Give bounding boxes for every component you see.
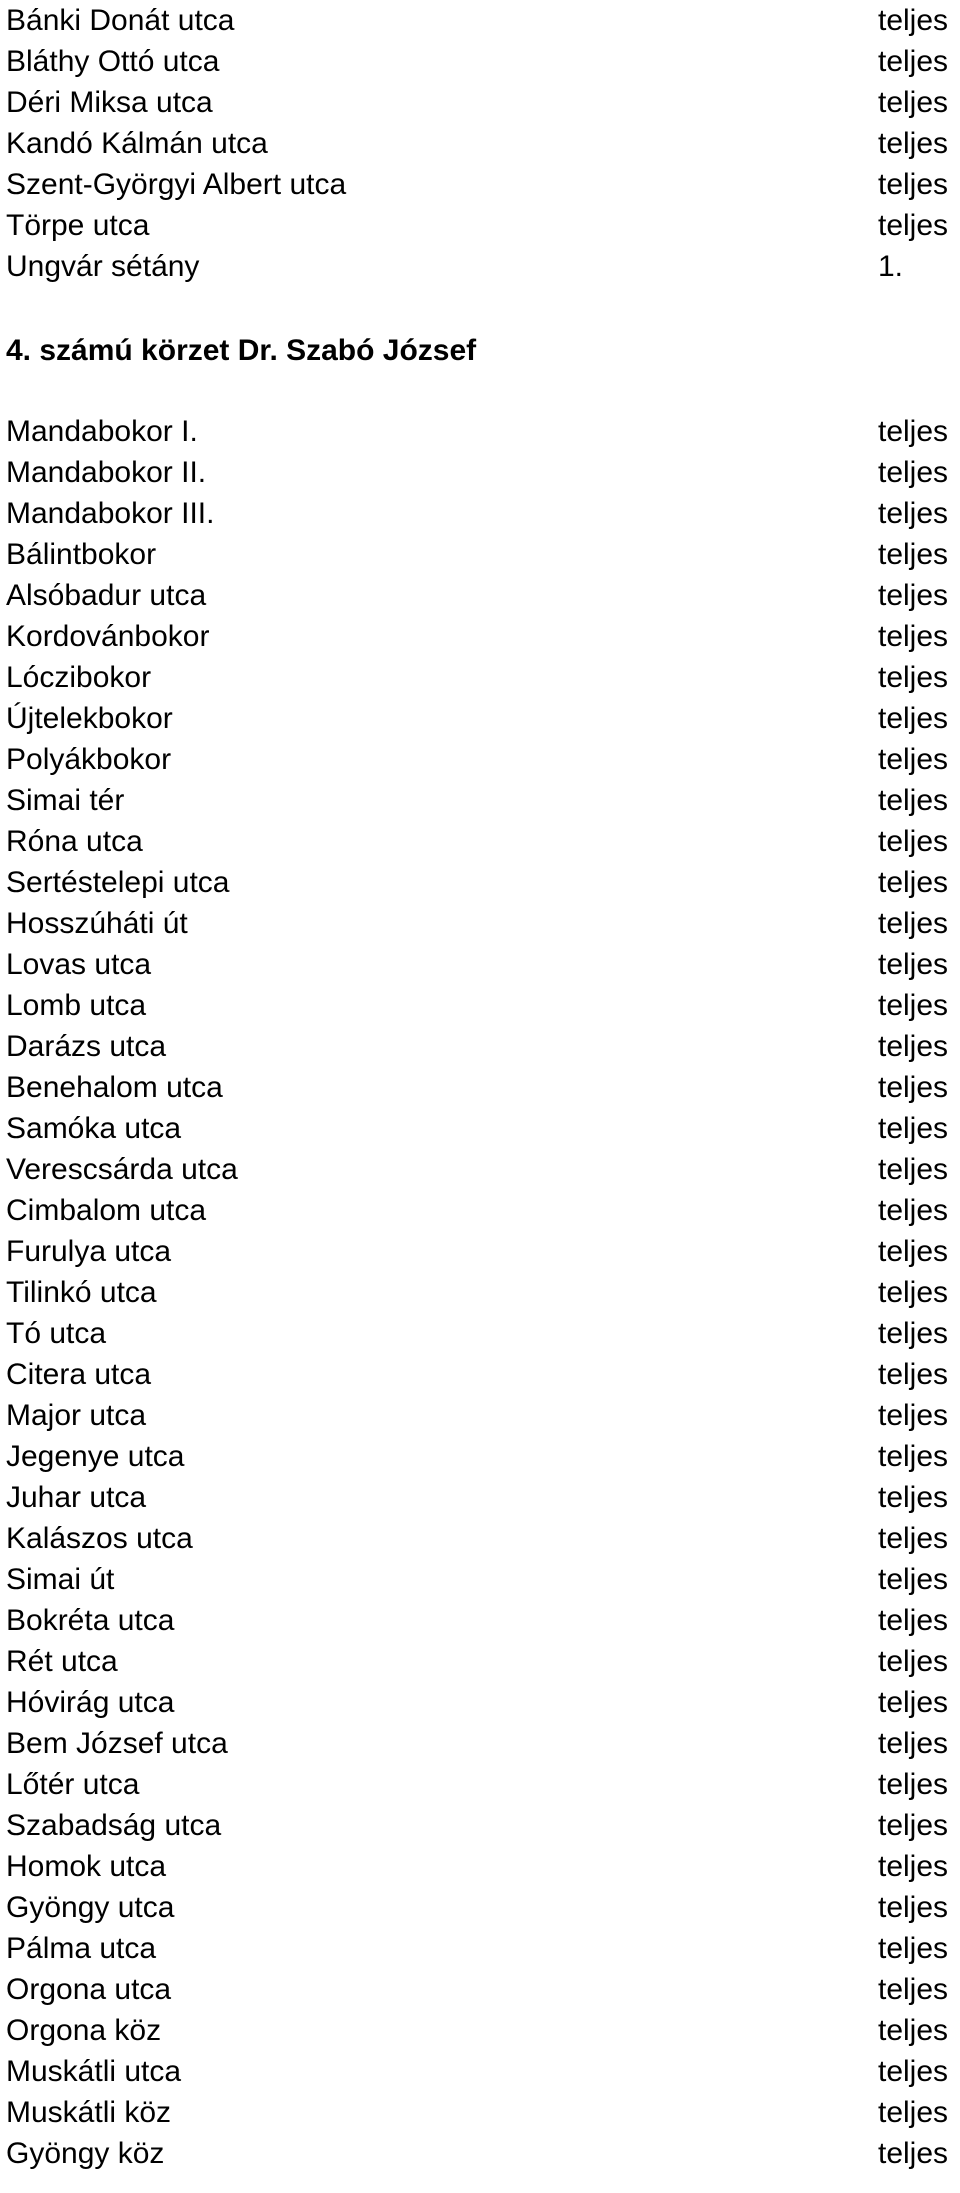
street-coverage: teljes (878, 702, 949, 735)
street-row (6, 1764, 954, 1805)
street-row (6, 1887, 954, 1928)
street-name: Pálma utca (6, 1932, 157, 1965)
street-name: Polyákbokor (6, 743, 172, 776)
street-name: Újtelekbokor (6, 702, 173, 735)
street-coverage: teljes (878, 1727, 949, 1760)
street-name: Bánki Donát utca (6, 4, 235, 37)
street-coverage: teljes (878, 538, 949, 571)
street-name: Bokréta utca (6, 1604, 175, 1637)
street-row (6, 2051, 954, 2092)
street-name: Róna utca (6, 825, 143, 858)
street-row (6, 493, 954, 534)
street-coverage: teljes (878, 4, 949, 37)
street-row (6, 1067, 954, 1108)
street-row (6, 534, 954, 575)
street-coverage: teljes (878, 661, 949, 694)
street-name: Sertéstelepi utca (6, 866, 230, 899)
street-row (6, 1559, 954, 1600)
street-coverage: teljes (878, 497, 949, 530)
street-coverage: teljes (878, 1235, 949, 1268)
street-name: Major utca (6, 1399, 147, 1432)
street-row (6, 1231, 954, 1272)
street-coverage: teljes (878, 1891, 949, 1924)
street-row (6, 575, 954, 616)
street-name: Tilinkó utca (6, 1276, 157, 1309)
street-row (6, 739, 954, 780)
street-coverage: teljes (878, 1686, 949, 1719)
street-row (6, 821, 954, 862)
street-coverage: teljes (878, 1071, 949, 1104)
street-row (6, 1682, 954, 1723)
street-coverage: teljes (878, 1809, 949, 1842)
street-coverage: teljes (878, 1850, 949, 1883)
street-coverage: teljes (878, 1112, 949, 1145)
street-row (6, 780, 954, 821)
street-name: Muskátli utca (6, 2055, 182, 2088)
street-name: Hóvirág utca (6, 1686, 175, 1719)
street-name: Alsóbadur utca (6, 579, 207, 612)
street-row (6, 903, 954, 944)
street-name: Orgona köz (6, 2014, 162, 2047)
street-name: Szent-Györgyi Albert utca (6, 168, 347, 201)
street-coverage: teljes (878, 1276, 949, 1309)
street-name: Mandabokor II. (6, 456, 207, 489)
street-name: Cimbalom utca (6, 1194, 207, 1227)
street-row (6, 698, 954, 739)
street-coverage: teljes (878, 743, 949, 776)
street-row (6, 985, 954, 1026)
street-row (6, 452, 954, 493)
street-row (6, 1026, 954, 1067)
street-name: Kordovánbokor (6, 620, 210, 653)
street-row (6, 1477, 954, 1518)
street-name: Juhar utca (6, 1481, 147, 1514)
district-heading: 4. számú körzet Dr. Szabó József (6, 334, 477, 367)
street-name: Simai tér (6, 784, 125, 817)
street-row (6, 1354, 954, 1395)
street-name: Bem József utca (6, 1727, 228, 1760)
street-coverage: teljes (878, 1030, 949, 1063)
street-row (6, 1518, 954, 1559)
street-coverage: teljes (878, 620, 949, 653)
street-list-section-b (6, 411, 954, 2174)
street-name: Samóka utca (6, 1112, 182, 1145)
street-name: Lovas utca (6, 948, 152, 981)
street-row (6, 123, 954, 164)
street-name: Gyöngy utca (6, 1891, 175, 1924)
street-coverage: teljes (878, 1194, 949, 1227)
street-row (6, 1436, 954, 1477)
street-name: Gyöngy köz (6, 2137, 165, 2170)
street-row (6, 411, 954, 452)
street-row (6, 1928, 954, 1969)
street-coverage: teljes (878, 1973, 949, 2006)
street-name: Jegenye utca (6, 1440, 185, 1473)
street-row (6, 1723, 954, 1764)
street-row (6, 1313, 954, 1354)
street-name: Lóczibokor (6, 661, 152, 694)
street-row (6, 1108, 954, 1149)
street-name: Kalászos utca (6, 1522, 193, 1555)
street-coverage: teljes (878, 825, 949, 858)
street-coverage: teljes (878, 86, 949, 119)
street-name: Bálintbokor (6, 538, 157, 571)
street-row (6, 1641, 954, 1682)
street-coverage: teljes (878, 2055, 949, 2088)
street-coverage: teljes (878, 907, 949, 940)
street-name: Benehalom utca (6, 1071, 223, 1104)
street-row (6, 2133, 954, 2174)
street-coverage: teljes (878, 948, 949, 981)
street-name: Bláthy Ottó utca (6, 45, 220, 78)
street-coverage: teljes (878, 45, 949, 78)
street-row (6, 164, 954, 205)
street-name: Homok utca (6, 1850, 167, 1883)
street-coverage: teljes (878, 1481, 949, 1514)
street-row (6, 1969, 954, 2010)
street-coverage: teljes (878, 168, 949, 201)
street-row (6, 616, 954, 657)
street-name: Orgona utca (6, 1973, 172, 2006)
street-name: Déri Miksa utca (6, 86, 213, 119)
street-coverage: teljes (878, 1522, 949, 1555)
street-row (6, 246, 954, 287)
street-row (6, 2092, 954, 2133)
street-coverage: teljes (878, 1399, 949, 1432)
street-name: Törpe utca (6, 209, 150, 242)
street-coverage: 1. (878, 250, 904, 283)
street-coverage: teljes (878, 2096, 949, 2129)
street-name: Citera utca (6, 1358, 152, 1391)
street-name: Hosszúháti út (6, 907, 188, 940)
street-name: Muskátli köz (6, 2096, 172, 2129)
street-name: Lomb utca (6, 989, 147, 1022)
street-list-section-a (6, 0, 954, 287)
street-coverage: teljes (878, 1768, 949, 1801)
street-coverage: teljes (878, 1317, 949, 1350)
street-name: Tó utca (6, 1317, 107, 1350)
street-coverage: teljes (878, 1440, 949, 1473)
street-name: Verescsárda utca (6, 1153, 238, 1186)
street-coverage: teljes (878, 2137, 949, 2170)
street-name: Szabadság utca (6, 1809, 222, 1842)
street-name: Simai út (6, 1563, 115, 1596)
street-row (6, 82, 954, 123)
street-row (6, 1805, 954, 1846)
street-coverage: teljes (878, 866, 949, 899)
street-name: Rét utca (6, 1645, 118, 1678)
street-coverage: teljes (878, 1563, 949, 1596)
street-name: Mandabokor I. (6, 415, 198, 448)
street-coverage: teljes (878, 1932, 949, 1965)
street-row (6, 2010, 954, 2051)
street-name: Mandabokor III. (6, 497, 215, 530)
street-coverage: teljes (878, 784, 949, 817)
street-name: Darázs utca (6, 1030, 167, 1063)
street-list-page (6, 0, 954, 2174)
street-row (6, 205, 954, 246)
street-row (6, 657, 954, 698)
street-coverage: teljes (878, 989, 949, 1022)
street-row (6, 1600, 954, 1641)
street-coverage: teljes (878, 2014, 949, 2047)
street-row (6, 862, 954, 903)
street-coverage: teljes (878, 579, 949, 612)
street-row (6, 1846, 954, 1887)
street-coverage: teljes (878, 127, 949, 160)
street-name: Furulya utca (6, 1235, 172, 1268)
street-row (6, 41, 954, 82)
street-row (6, 1395, 954, 1436)
street-coverage: teljes (878, 1358, 949, 1391)
street-coverage: teljes (878, 1645, 949, 1678)
street-row (6, 1190, 954, 1231)
street-coverage: teljes (878, 415, 949, 448)
street-row (6, 1149, 954, 1190)
street-name: Kandó Kálmán utca (6, 127, 268, 160)
street-coverage: teljes (878, 209, 949, 242)
street-row (6, 944, 954, 985)
street-coverage: teljes (878, 456, 949, 489)
street-coverage: teljes (878, 1604, 949, 1637)
street-name: Lőtér utca (6, 1768, 140, 1801)
street-row (6, 1272, 954, 1313)
street-name: Ungvár sétány (6, 250, 200, 283)
street-coverage: teljes (878, 1153, 949, 1186)
street-row (6, 0, 954, 41)
